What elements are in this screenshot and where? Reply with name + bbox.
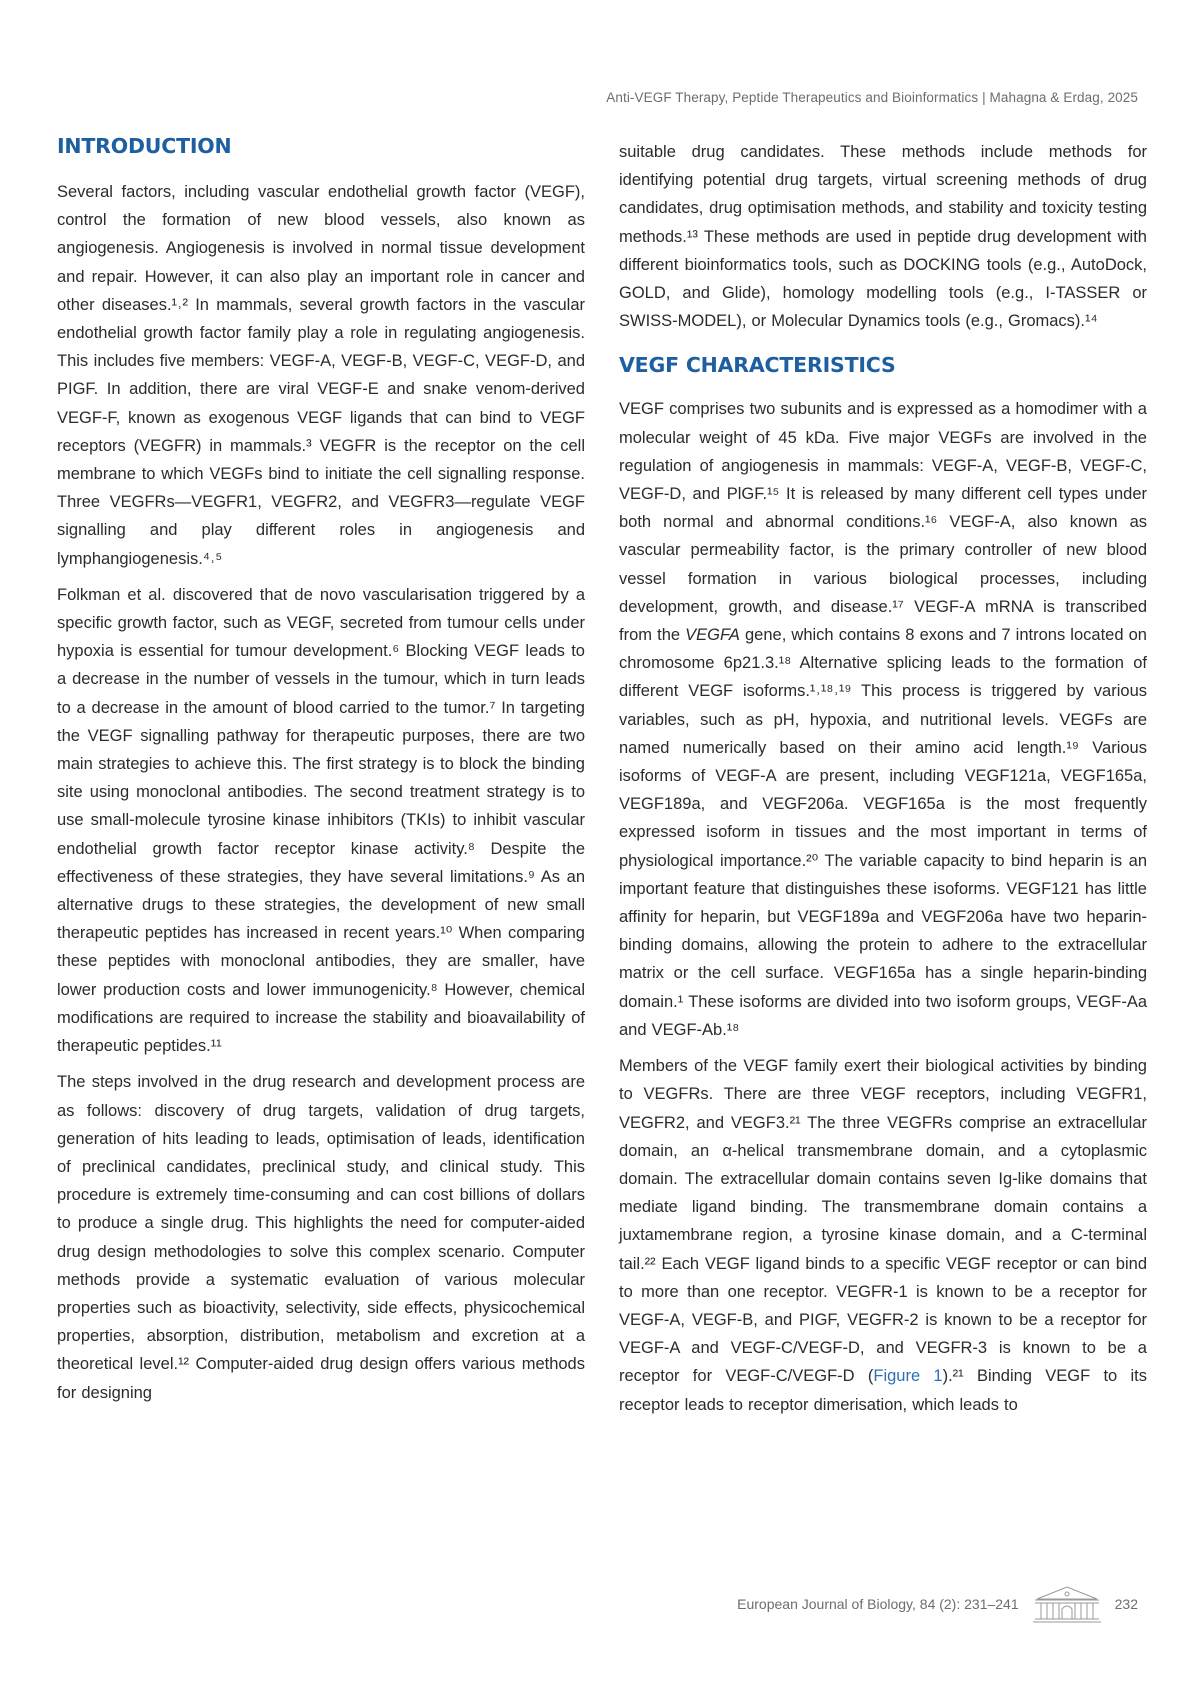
- paragraph: [619, 395, 1147, 1044]
- text-run: gene, which contains 8 exons and 7 introns located on chromosome 6p21.3.¹⁸ Alternative splicing leads to the formation of different VEGF isoforms.¹˒¹⁸˒¹⁹ This process is triggered by various variables, such as pH, hypoxia, and nutritional levels. VEGFs are named numerically based on their amino acid length.¹⁹ Various isoforms of VEGF-A are present, including VEGF121a, VEGF165a, VEGF189a, and VEGF206a. VEGF165a is the most frequently expressed isoform in tissues and the most important in terms of physiological importance.²⁰ The variable capacity to bind heparin is an important feature that distinguishes these isoforms. VEGF121 has little affinity for heparin, but VEGF189a and VEGF206a have two heparin-binding domains, allowing the protein to adhere to the extracellular matrix or the cell surface. VEGF165a has a single heparin-binding domain.¹ These isoforms are divided into two isoform groups, VEGF-Aa and VEGF-Ab.¹⁸: [619, 626, 1147, 1039]
- page-footer: [737, 1583, 1138, 1625]
- paragraph: The steps involved in the drug research and development process are as follows: discovery of drug targets, validation of drug targets, generation of hits leading to leads, optimisation of leads, identification of preclinical candidates, preclinical study, and clinical study. This procedure is extremely time-consuming and can cost billions of dollars to produce a single drug. This highlights the need for computer-aided drug design methodologies to solve this complex scenario. Computer methods provide a systematic evaluation of various molecular properties such as bioactivity, selectivity, side effects, physicochemical properties, absorption, distribution, metabolism and excretion at a theoretical level.¹² Computer-aided drug design offers various methods for designing: [57, 1073, 585, 1402]
- section-heading-introduction: INTRODUCTION: [57, 134, 232, 158]
- running-head: Anti-VEGF Therapy, Peptide Therapeutics and Bioinformatics | Mahagna & Erdag, 2025: [606, 90, 1138, 105]
- left-column: [57, 134, 585, 1415]
- text-run: ).²¹ Binding VEGF to its receptor leads to receptor dimerisation, which leads to: [619, 1367, 1147, 1414]
- text-run: VEGF comprises two subunits and is expressed as a homodimer with a molecular weight of 45 kDa. Five major VEGFs are involved in the regulation of angiogenesis in mammals: VEGF-A, VEGF-B, VEGF-C, VEGF-D, and PlGF.¹⁵ It is released by many different cell types under both normal and abnormal conditions.¹⁶ VEGF-A, also known as vascular permeability factor, is the primary controller of new blood vessel formation in various biological processes, including development, growth, and disease.¹⁷ VEGF-A mRNA is transcribed from the: [619, 400, 1147, 645]
- section-heading-vegf-characteristics: VEGF CHARACTERISTICS: [619, 353, 896, 378]
- gene-name: VEGFA: [685, 626, 740, 645]
- text-run: Members of the VEGF family exert their biological activities by binding to VEGFRs. There are three VEGF receptors, including VEGFR1, VEGFR2, and VEGF3.²¹ The three VEGFRs comprise an extracellular domain, an α-helical transmembrane domain, and a cytoplasmic domain. The extracellular domain contains seven Ig-like domains that mediate ligand binding. The transmembrane domain contains a juxtamembrane region, a tyrosine kinase domain, and a C-terminal tail.²² Each VEGF ligand binds to a specific VEGF receptor or can bind to more than one receptor. VEGFR-1 is known to be a receptor for VEGF-A, VEGF-B, and PIGF, VEGFR-2 is known to be a receptor for VEGF-A and VEGF-C/VEGF-D, and VEGFR-3 is known to be a receptor for VEGF-C/VEGF-D (: [619, 1057, 1147, 1386]
- university-building-logo-icon: [1033, 1583, 1101, 1625]
- journal-citation: European Journal of Biology, 84 (2): 231–241: [737, 1596, 1019, 1612]
- right-column: [619, 138, 1147, 1427]
- page-number: 232: [1114, 1596, 1138, 1612]
- paragraph: [619, 1052, 1147, 1419]
- paragraph: suitable drug candidates. These methods include methods for identifying potential drug targets, virtual screening methods of drug candidates, drug optimisation methods, and stability and toxicity testing methods.¹³ These methods are used in peptide drug development with different bioinformatics tools, such as DOCKING tools (e.g., AutoDock, GOLD, and Glide), homology modelling tools (e.g., I-TASSER or SWISS-MODEL), or Molecular Dynamics tools (e.g., Gromacs).¹⁴: [619, 143, 1147, 331]
- paragraph: Several factors, including vascular endothelial growth factor (VEGF), control the formation of new blood vessels, also known as angiogenesis. Angiogenesis is involved in normal tissue development and repair. However, it can also play an important role in cancer and other diseases.¹˒² In mammals, several growth factors in the vascular endothelial growth factor family play a role in regulating angiogenesis. This includes five members: VEGF-A, VEGF-B, VEGF-C, VEGF-D, and PIGF. In addition, there are viral VEGF-E and snake venom-derived VEGF-F, known as exogenous VEGF ligands that can bind to VEGF receptors (VEGFR) in mammals.³ VEGFR is the receptor on the cell membrane to which VEGFs bind to initiate the cell signalling response. Three VEGFRs—VEGFR1, VEGFR2, and VEGFR3—regulate VEGF signalling and play different roles in angiogenesis and lymphangiogenesis.⁴˒⁵: [57, 183, 585, 568]
- paragraph: Folkman et al. discovered that de novo vascularisation triggered by a specific growth factor, such as VEGF, secreted from tumour cells under hypoxia is essential for tumour development.⁶ Blocking VEGF leads to a decrease in the number of vessels in the tumour, which in turn leads to a decrease in the amount of blood carried to the tumor.⁷ In targeting the VEGF signalling pathway for therapeutic purposes, there are two main strategies to achieve this. The first strategy is to block the binding site using monoclonal antibodies. The second treatment strategy is to use small-molecule tyrosine kinase inhibitors (TKIs) to inhibit vascular endothelial growth factor receptor kinase activity.⁸ Despite the effectiveness of these strategies, they have several limitations.⁹ As an alternative drugs to these strategies, the development of new small therapeutic peptides has increased in recent years.¹⁰ When comparing these peptides with monoclonal antibodies, they are smaller, have lower production costs and lower immunogenicity.⁸ However, chemical modifications are required to increase the stability and bioavailability of therapeutic peptides.¹¹: [57, 585, 585, 1056]
- figure-1-link[interactable]: Figure 1: [873, 1367, 943, 1386]
